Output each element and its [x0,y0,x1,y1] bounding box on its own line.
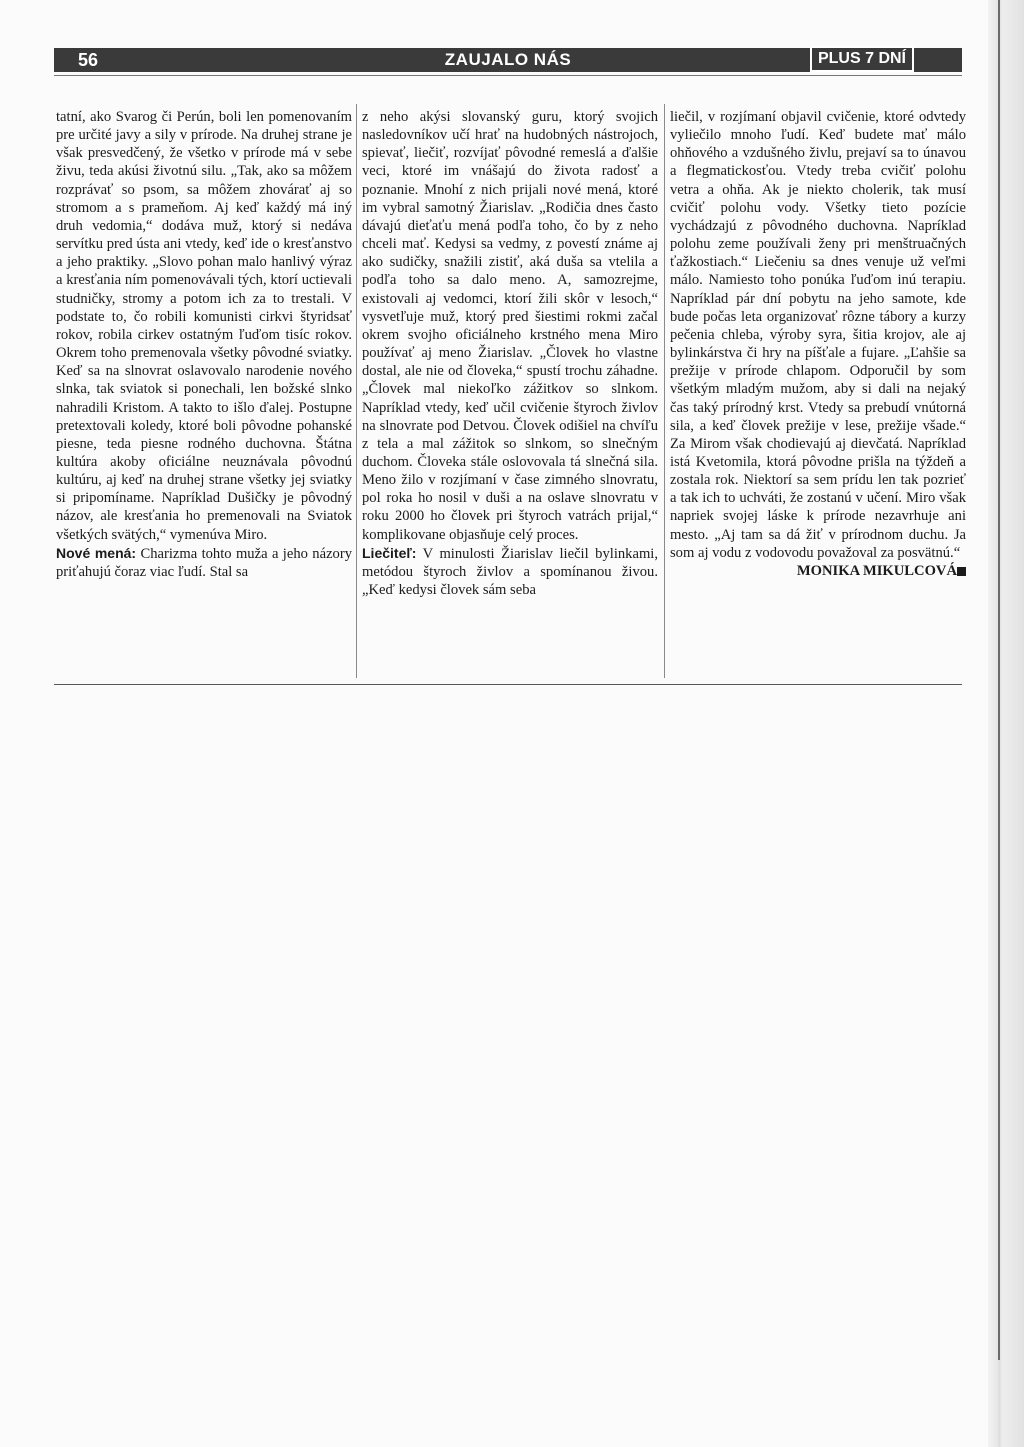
subheading: Liečiteľ: [362,544,417,561]
column-separator [356,104,357,678]
subheading: Nové mená: [56,544,137,561]
paragraph [670,108,966,562]
page-number: 56 [78,50,99,70]
article-column-2 [362,108,658,599]
page-edge-shadow [988,0,1024,1447]
paragraph [56,544,352,581]
author-byline: MONIKA MIKULCOVÁ [796,562,957,579]
paragraph: z neho akýsi slovanský guru, ktorý svojich nasledovníkov učí hrať na hudobných nástrojoch, spievať, liečiť, rozvíjať pôvodné remeslá a ďalšie veci, ktoré im vnášajú do života radosť a poznanie. Mnohí z nich prijali nové mená, ktoré im vybral samotný Žiarislav. „Rodičia dnes často dávajú dieťaťu mená podľa toho, čo by z neho chceli mať. Kedysi sa vedmy, z povestí známe aj ako sudičky, snažili zistiť, aká duša sa vtelila a podľa toho sa dalo meno. A, samozrejme, existovali aj vedomci, ktorí žili skôr v lesoch,“ vysvetľuje muž, ktorý pred šiestimi rokmi začal okrem svojho oficiálneho krstného mena Miro používať aj meno Žiarislav. „Človek ho vlastne dostal, ale nie od človeka,“ spustí trochu záhadne. „Človek mal niekoľko zážitkov so slnkom. Napríklad vtedy, keď učil cvičenie štyroch živlov na slnovrate pod Detvou. Človek odišiel na chvíľu z tela a mal zážitok so slnkom, so slnečným duchom. Človeka stále oslovovala tá slnečná sila. Meno žilo v rozjímaní v čase zimného slnovratu, pol roka ho nosil v duši a na oslave slnovratu v roku 2000 ho človek pri štyroch vatrách prijal,“ komplikovane objasňuje celý proces. [362,109,658,543]
end-of-article-square-icon [957,567,966,576]
page-header-bar [54,48,962,72]
paragraph-text: Charizma tohto muža a jeho názory priťahujú čoraz viac ľudí. Stal sa [56,545,353,580]
column-separator [664,104,665,678]
paragraph: tatní, ako Svarog či Perún, boli len pomenovaním pre určité javy a sily v prírode. Na druhej strane je však presvedčený, že všetko v prírode má v sebe živu, teda akúsi životnú silu. „Tak, ako sa môžem rozprávať so psom, sa môžem zhovárať aj so stromom a s prameňom. Aj keď každý má iný druh vedomia,“ dodáva muž, ktorý si nedáva servítku pred ústa ani vtedy, keď ide o kresťanstvo a jeho praktiky. „Slovo pohan malo hanlivý výraz a kresťania ním pomenovávali tých, ktorí uctievali studničky, stromy a potom ich za to trestali. V podstate to, čo robili komunisti cirkvi štyridsať rokov, robila cirkev ostatným ľuďom tisíc rokov. Okrem toho premenovala všetky pôvodné sviatky. Keď sa na slnovrat oslavovalo narodenie nového slnka, tak sviatok si ponechali, len božské slnko nahradili Kristom. A takto to išlo ďalej. Postupne pretextovali koledy, ktoré boli pôvodne pohanské piesne, teda piesne rodného duchovna. Štátna kultúra akoby oficiálne neuznávala pôvodnú kultúru, aj keď na druhej strane všetky jej sviatky si pripomíname. Napríklad Dušičky je pôvodný názov, ale kresťania ho premenovali na Sviatok všetkých svätých,“ vymenúva Miro. [56,109,352,543]
header-rule [54,75,962,76]
article-column-3 [670,108,966,580]
paragraph [362,544,658,599]
paragraph-text: V minulosti Žiarislav liečil bylinkami, metódou štyroch živlov a spomínanou živou. „Keď kedysi človek sám seba [362,545,658,599]
footer-rule [54,684,962,685]
section-title: ZAUJALO NÁS [444,50,572,69]
magazine-badge: PLUS 7 DNÍ [810,46,914,72]
article-column-1 [56,108,352,581]
paragraph-text: liečil, v rozjímaní objavil cvičenie, ktoré odvtedy vyliečilo mnoho ľudí. Keď budete mať málo ohňového a vzdušného živlu, prejaví sa to únavou a flegmatickosťou. Vtedy treba cvičiť polohu vetra a ohňa. Ak je niekto cholerik, tak musí cvičiť polohu vody. Všetky tieto pozície vychádzajú z pôvodného duchovna. Napríklad polohu zeme používali ženy pri menštruačných ťažkostiach.“ Liečeniu sa dnes venuje už veľmi málo. Namiesto toho ponúka ľuďom inú terapiu. Napríklad pár dní pobytu na jeho samote, kde bude počas leta organizovať rôzne tábory a kurzy pečenia chleba, výroby syra, šitia krojov, ale aj bylinkárstva či hry na píšťale a fujare. „Ľahšie sa prežije v prírode chlapom. Odporučil by som všetkým mladým mužom, aby si dali na nejaký čas taký prírodný krst. Vtedy sa prebudí vnútorná sila, a keď človek prežije v lese, prežije všade.“ Za Mirom však chodievajú aj dievčatá. Napríklad istá Kvetomila, ktorá pôvodne prišla na týždeň a zostala rok. Niektorí sa sem prídu len tak pozrieť a tak ich to uchváti, že zostanú v učení. Miro však napriek svojej láske k prírode nezavrhuje ani mesto. „Aj tam sa dá žiť v prírodnom duchu. Ja som aj vodu z vodovodu považoval za posvätnú.“ [670,109,966,561]
